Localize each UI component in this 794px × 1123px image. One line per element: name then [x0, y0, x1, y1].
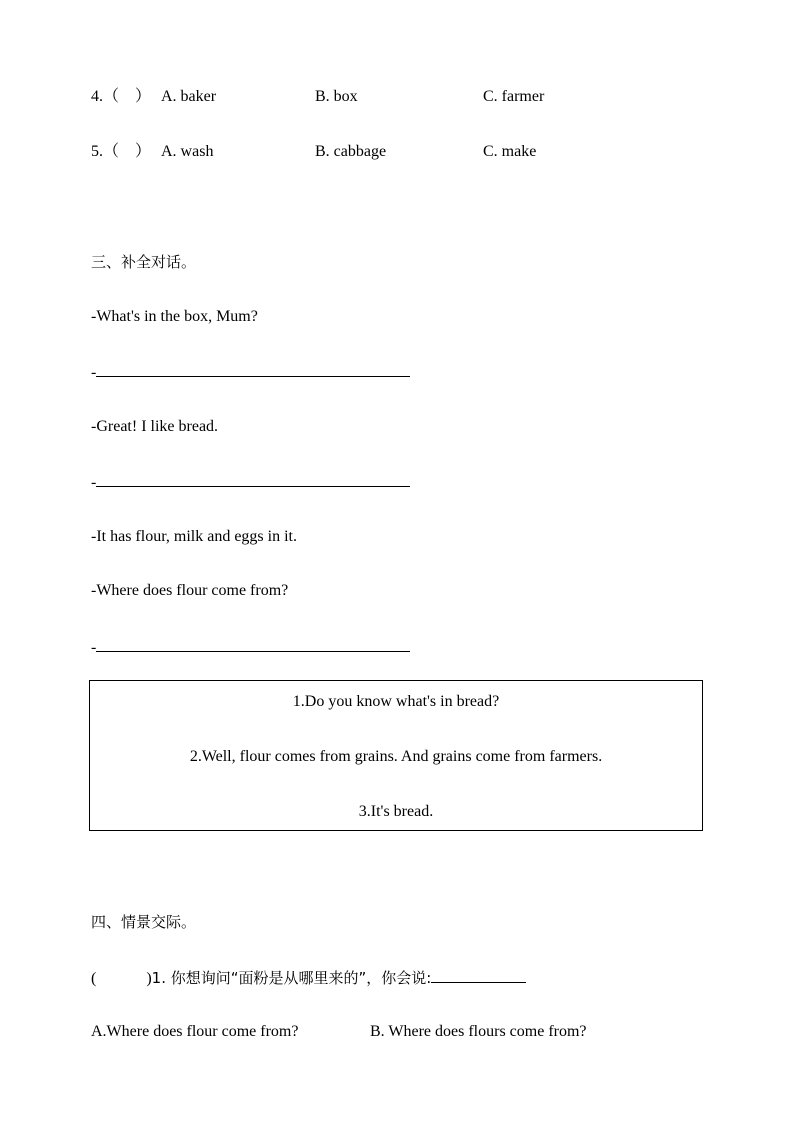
section-3-heading: 三、补全对话。: [91, 253, 197, 271]
section-4-question-1: [91, 968, 526, 988]
dialogue-blank-3: [91, 637, 410, 657]
question-5-stem: [91, 142, 151, 162]
dialogue-line-6: -Where does flour come from?: [91, 582, 289, 599]
answer-blank-2[interactable]: [96, 472, 410, 487]
section-4-option-a: A.Where does flour come from?: [91, 1023, 299, 1040]
dialogue-blank-1: [91, 362, 410, 382]
box-sentence-1: 1.Do you know what's in bread?: [292, 693, 500, 710]
question-4-option-b: B. box: [315, 88, 358, 105]
dialogue-line-5: -It has flour, milk and eggs in it.: [91, 528, 297, 545]
question-4-stem: [91, 87, 151, 107]
section-4-option-b: B. Where does flours come from?: [370, 1023, 587, 1040]
question-4-option-a: A. baker: [161, 88, 217, 105]
sentence-choice-box: [89, 680, 703, 831]
answer-blank-1[interactable]: [96, 362, 410, 377]
question-4-option-c: C. farmer: [483, 88, 545, 105]
question-number: 4.: [91, 88, 103, 105]
question-prompt: 1. 你想询问“面粉是从哪里来的”，你会说:: [151, 969, 432, 987]
question-5-option-b: B. cabbage: [315, 143, 387, 160]
dialogue-blank-2: [91, 472, 410, 492]
answer-paren: （ ）: [103, 88, 152, 105]
dash: -: [91, 639, 97, 656]
dialogue-line-3: -Great! I like bread.: [91, 418, 219, 435]
dash: -: [91, 474, 97, 491]
box-sentence-3: 3.It's bread.: [358, 803, 434, 820]
answer-paren: （ ）: [103, 143, 152, 160]
answer-blank-q1[interactable]: [431, 968, 526, 983]
question-number: 5.: [91, 143, 103, 160]
dash: -: [91, 364, 97, 381]
answer-blank-3[interactable]: [96, 637, 410, 652]
section-4-heading: 四、情景交际。: [91, 913, 197, 931]
dialogue-line-1: -What's in the box, Mum?: [91, 308, 258, 325]
paren-open: (: [91, 970, 97, 987]
paren-close: ): [146, 970, 152, 987]
box-sentence-2: 2.Well, flour comes from grains. And grains come from farmers.: [189, 748, 603, 765]
question-5-option-c: C. make: [483, 143, 537, 160]
question-5-option-a: A. wash: [161, 143, 214, 160]
